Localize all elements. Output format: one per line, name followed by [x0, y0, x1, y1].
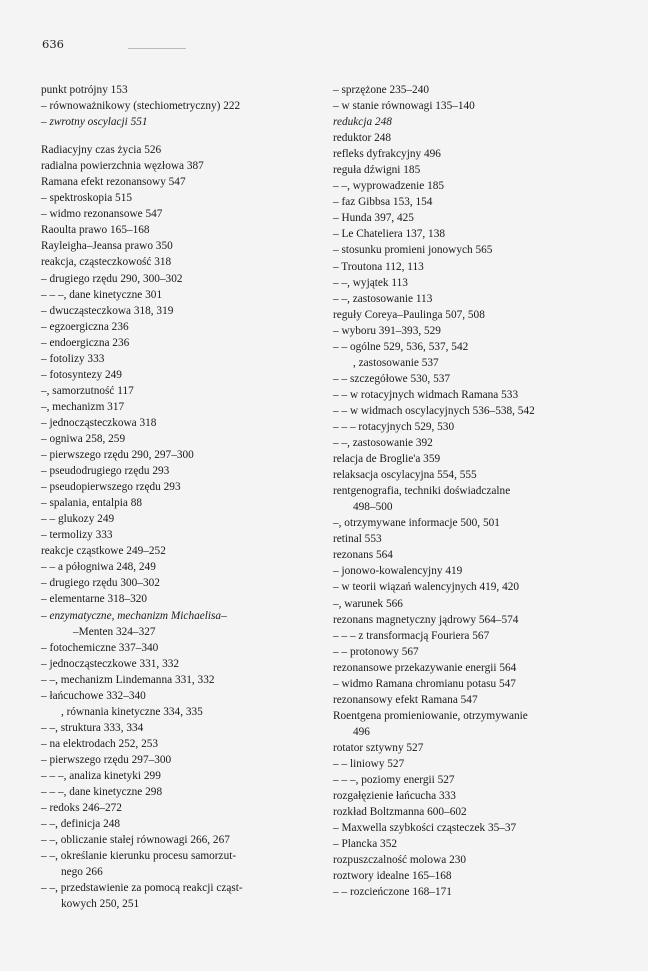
index-entry: – jonowo-kowalencyjny 419 [333, 565, 463, 578]
index-entry: – termolizy 333 [41, 529, 113, 542]
index-entry: – –, wyprowadzenie 185 [333, 180, 445, 193]
index-entry: rentgenografia, techniki doświadczalne [333, 485, 511, 498]
index-entry: – – ogólne 529, 536, 537, 542 [333, 340, 469, 353]
index-entry: – enzymatyczne, mechanizm Michaelisa– [41, 609, 227, 622]
index-entry: –, mechanizm 317 [41, 400, 125, 413]
index-entry: rezonans 564 [333, 549, 393, 562]
index-entry: –, warunek 566 [333, 597, 403, 610]
index-entry: – fotochemiczne 337–340 [41, 641, 159, 654]
index-entry: – pseudopierwszego rzędu 293 [41, 481, 181, 494]
index-entry: – widmo Ramana chromianu potasu 547 [333, 677, 516, 690]
index-entry: punkt potrójny 153 [41, 84, 128, 96]
index-entry: – na elektrodach 252, 253 [41, 737, 159, 750]
index-entry: – redoks 246–272 [41, 802, 122, 815]
index-entry: – Le Chateliera 137, 138 [333, 228, 445, 241]
index-entry: rozkład Boltzmanna 600–602 [333, 806, 467, 819]
index-entry: – spektroskopia 515 [41, 192, 132, 205]
header-rule [128, 48, 186, 49]
index-entry: – równoważnikowy (stechiometryczny) 222 [41, 100, 241, 113]
index-entry: – ogniwa 258, 259 [41, 432, 126, 445]
index-entry: –, otrzymywane informacje 500, 501 [333, 517, 500, 530]
index-entry: – – szczegółowe 530, 537 [333, 372, 451, 385]
index-entry: 498–500 [353, 501, 393, 514]
index-entry: radialna powierzchnia węzłowa 387 [41, 160, 204, 173]
index-entry: –, samorzutność 117 [41, 384, 134, 397]
index-entry: – pierwszego rzędu 297–300 [41, 753, 172, 766]
index-entry: – zwrotny oscylacji 551 [41, 116, 148, 129]
index-entry: rezonans magnetyczny jądrowy 564–574 [333, 613, 519, 626]
index-entry: Ramana efekt rezonansowy 547 [41, 176, 186, 189]
index-entry: 496 [353, 725, 370, 738]
index-entry: – – rozcieńczone 168–171 [333, 886, 452, 899]
index-entry: – Plancka 352 [333, 838, 398, 851]
index-entry: Raoulta prawo 165–168 [41, 224, 150, 237]
index-entry: – jednocząsteczkowe 331, 332 [41, 657, 180, 670]
index-entry: – pseudodrugiego rzędu 293 [41, 465, 170, 478]
index-entry: – – protonowy 567 [333, 645, 419, 658]
index-entry: reakcje cząstkowe 249–252 [41, 545, 166, 558]
index-entry: – – –, analiza kinetyki 299 [41, 769, 161, 782]
index-entry: – elementarne 318–320 [41, 593, 148, 606]
index-entry: – –, mechanizm Lindemanna 331, 332 [41, 673, 215, 686]
index-entry: Rayleigha–Jeansa prawo 350 [41, 240, 173, 253]
index-entry: –Menten 324–327 [73, 625, 156, 638]
index-entry: – – a półogniwa 248, 249 [41, 561, 156, 574]
index-column-left [41, 82, 309, 912]
index-entry: – endoergiczna 236 [41, 336, 130, 349]
index-entry: – –, zastosowanie 113 [333, 292, 433, 305]
index-entry: Roentgena promieniowanie, otrzymywanie [333, 709, 528, 722]
index-entry: retinal 553 [333, 533, 382, 546]
index-entry: – –, zastosowanie 392 [333, 437, 433, 450]
index-entry: – –, przedstawienie za pomocą reakcji cząst- [41, 882, 243, 895]
entry-spacer [41, 130, 309, 142]
index-entry: rezonansowe przekazywanie energii 564 [333, 661, 517, 674]
index-entry: – faz Gibbsa 153, 154 [333, 196, 433, 209]
index-entry: – Troutona 112, 113 [333, 260, 424, 273]
index-entry: – Hunda 397, 425 [333, 212, 414, 225]
index-entry: – –, definicja 248 [41, 818, 121, 831]
index-entry: – jednocząsteczkowa 318 [41, 416, 157, 429]
index-entry: roztwory idealne 165–168 [333, 870, 452, 883]
index-entry: – fotosyntezy 249 [41, 368, 122, 381]
index-entry: – pierwszego rzędu 290, 297–300 [41, 449, 194, 462]
index-entry: reguły Coreya–Paulinga 507, 508 [333, 308, 485, 321]
index-entry: redukcja 248 [333, 116, 392, 129]
index-entry: – spalania, entalpia 88 [41, 497, 143, 510]
index-entry: , zastosowanie 537 [353, 356, 439, 369]
index-entry: rozgałęzienie łańcucha 333 [333, 790, 456, 803]
index-entry: relacja de Broglie'a 359 [333, 453, 441, 466]
index-entry: reakcja, cząsteczkowość 318 [41, 256, 172, 269]
index-entry: – – – rotacyjnych 529, 530 [333, 420, 455, 433]
index-entry: – –, obliczanie stałej równowagi 266, 267 [41, 834, 230, 847]
index-entry: reguła dźwigni 185 [333, 164, 421, 177]
index-entry: rotator sztywny 527 [333, 741, 424, 754]
index-entry: – egzoergiczna 236 [41, 320, 129, 333]
index-column-right [333, 82, 623, 900]
index-entry: – – –, poziomy energii 527 [333, 774, 455, 787]
index-entry: reduktor 248 [333, 132, 392, 145]
index-entry: – – liniowy 527 [333, 757, 405, 770]
index-entry: – wyboru 391–393, 529 [333, 324, 441, 337]
index-entry: nego 266 [61, 866, 103, 879]
index-entry: – – w rotacyjnych widmach Ramana 533 [333, 388, 519, 401]
index-entry: rozpuszczalność molowa 230 [333, 854, 467, 867]
index-entry: – – – z transformacją Fouriera 567 [333, 629, 490, 642]
index-entry: relaksacja oscylacyjna 554, 555 [333, 469, 477, 482]
index-entry: – – w widmach oscylacyjnych 536–538, 542 [333, 404, 535, 417]
index-entry: rezonansowy efekt Ramana 547 [333, 693, 478, 706]
index-entry: – –, wyjątek 113 [333, 276, 408, 289]
index-entry: – w stanie równowagi 135–140 [333, 100, 475, 113]
index-entry: – łańcuchowe 332–340 [41, 689, 146, 702]
index-entry: refleks dyfrakcyjny 496 [333, 148, 441, 161]
index-entry: – dwucząsteczkowa 318, 319 [41, 304, 174, 317]
index-entry: – stosunku promieni jonowych 565 [333, 244, 493, 257]
index-entry: , równania kinetyczne 334, 335 [61, 705, 203, 718]
index-entry: – sprzężone 235–240 [333, 84, 429, 96]
index-entry: – –, struktura 333, 334 [41, 721, 144, 734]
index-entry: – widmo rezonansowe 547 [41, 208, 163, 221]
index-entry: – – –, dane kinetyczne 298 [41, 786, 163, 799]
index-entry: – Maxwella szybkości cząsteczek 35–37 [333, 822, 517, 835]
index-entry: – fotolizy 333 [41, 352, 105, 365]
index-entry: kowych 250, 251 [61, 898, 140, 911]
page-number: 636 [42, 37, 64, 51]
index-entry: – drugiego rzędu 300–302 [41, 577, 160, 590]
index-entry: – drugiego rzędu 290, 300–302 [41, 272, 183, 285]
index-entry: – –, określanie kierunku procesu samorzut- [41, 850, 237, 863]
index-entry: – – –, dane kinetyczne 301 [41, 288, 163, 301]
index-entry: – w teorii wiązań walencyjnych 419, 420 [333, 581, 520, 594]
index-entry: Radiacyjny czas życia 526 [41, 144, 162, 157]
index-entry: – – glukozy 249 [41, 513, 115, 526]
